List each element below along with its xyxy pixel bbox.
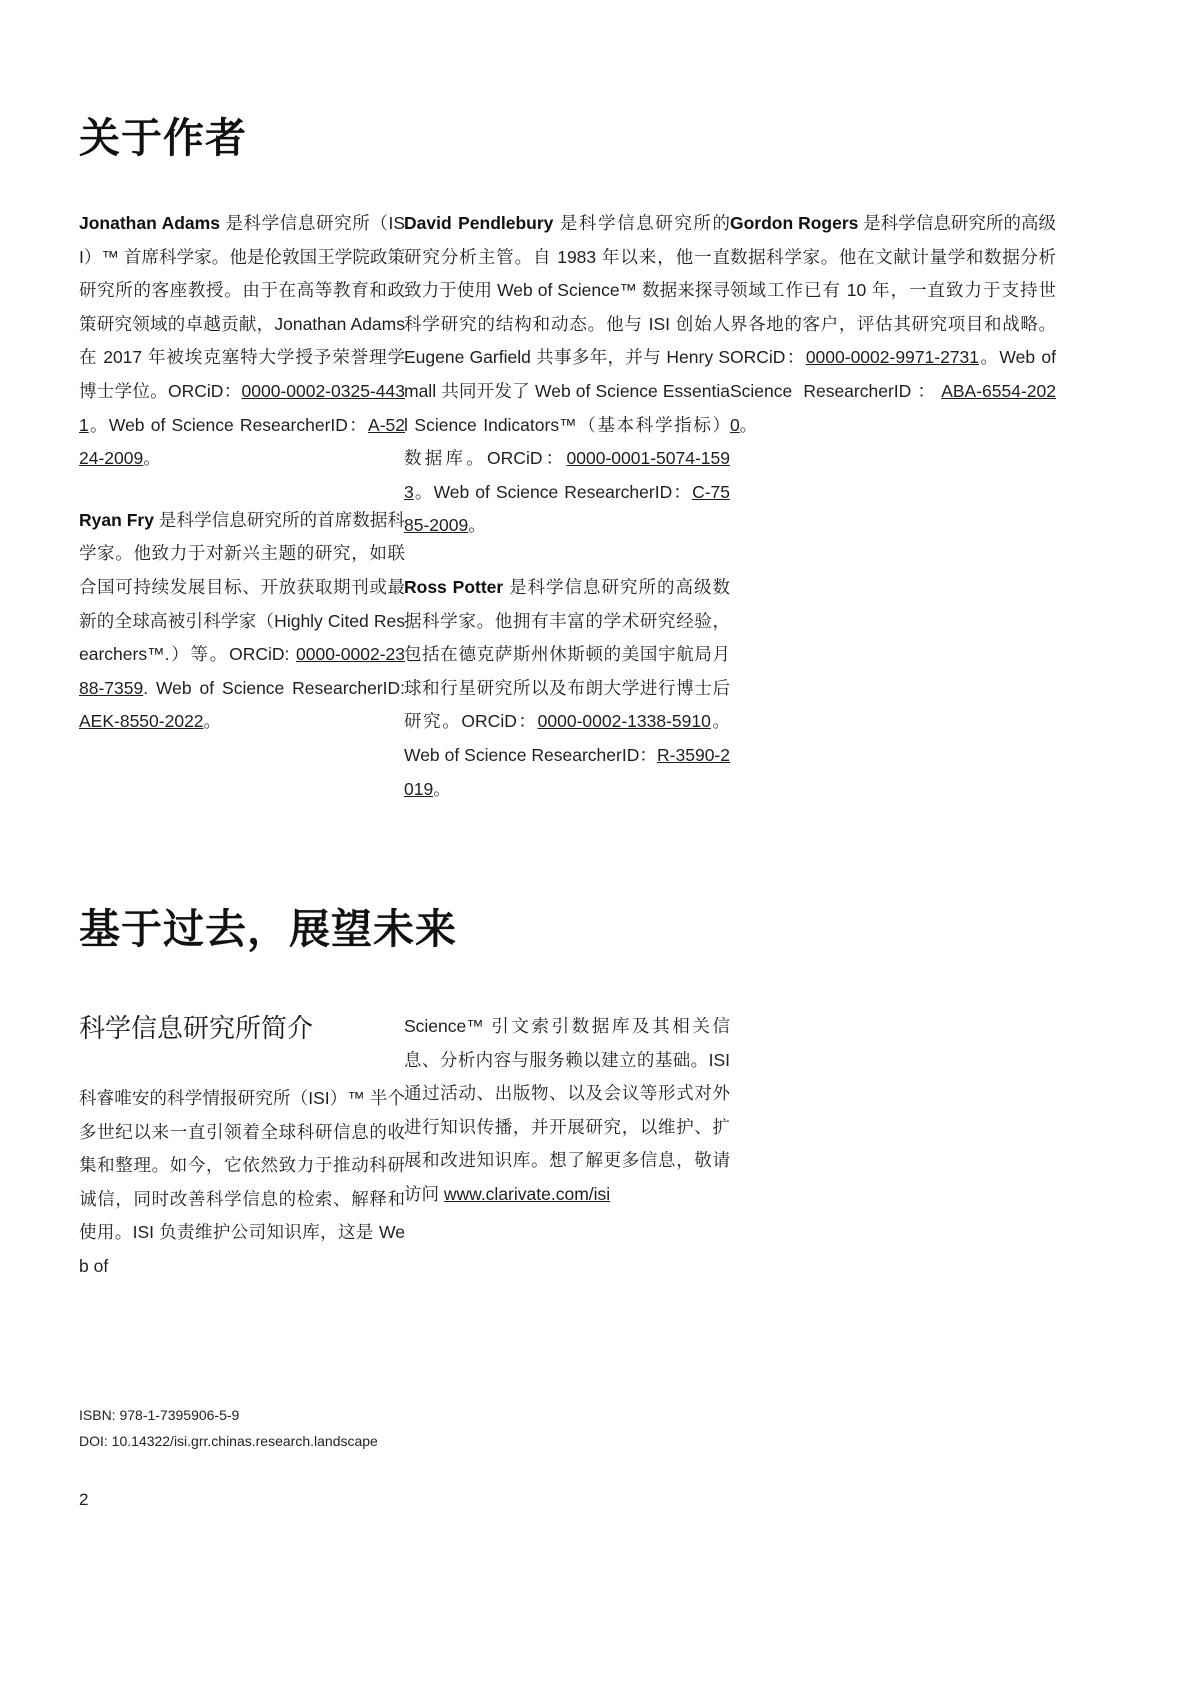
researcherid-link[interactable]: C-7585-2009	[404, 481, 730, 536]
sentence-end: 。	[739, 414, 758, 435]
author-bio-jonathan-adams	[79, 207, 405, 476]
author-bio-david-pendlebury	[404, 207, 730, 543]
isi-intro-column-2	[404, 1010, 730, 1240]
author-bio-text: 是科学信息研究所（ISI）™ 首席科学家。他是伦敦国王学院政策研究所的客座教授。由于在高等教育和政策研究领域的卓越贡献，Jonathan Adams 在 2017 年被埃克塞特大学授予荣誉理学博士学位。ORCiD：	[79, 213, 405, 401]
isi-intro-column-1	[79, 1010, 405, 1312]
author-name: Ryan Fry	[79, 509, 154, 530]
researcherid-link[interactable]: ABA-6554-2020	[730, 380, 1056, 435]
author-bio-gordon-rogers	[730, 207, 1056, 442]
isi-intro-text: Science™ 引文索引数据库及其相关信息、分析内容与服务赖以建立的基础。ISI 通过活动、出版物、以及会议等形式对外进行知识传播，并开展研究，以维护、扩展和改进知识库。想了解更多信息，敬请访问	[404, 1016, 730, 1204]
sentence-end: 。	[468, 515, 486, 536]
page-number: 2	[79, 1490, 89, 1509]
orcid-link[interactable]: 0000-0001-5074-1593	[404, 448, 730, 502]
researcherid-label: . Web of Science ResearcherID:	[143, 677, 405, 698]
sentence-end: 。	[203, 711, 222, 732]
author-bio-text: 是科学信息研究所的高级数据科学家。他在文献计量学和数据分析领域工作已有 10 年，一直致力于支持世界各地的客户，评估其研究项目和战略。ORCiD：	[730, 213, 1056, 368]
isi-intro-paragraph-part1: 科睿唯安的科学情报研究所（ISI）™ 半个多世纪以来一直引领着全球科研信息的收集和整理。如今，它依然致力于推动科研诚信，同时改善科学信息的检索、解释和使用。ISI 负责维护公司知识库，这是 Web of	[79, 1088, 405, 1276]
author-name: Gordon Rogers	[730, 213, 859, 233]
researcherid-link[interactable]: AEK-8550-2022	[79, 711, 204, 732]
orcid-link[interactable]: 0000-0002-9971-2731	[805, 347, 980, 368]
author-bio-text: 是科学信息研究所的高级数据科学家。他拥有丰富的学术研究经验，包括在德克萨斯州休斯顿的美国宇航局月球和行星研究所以及布朗大学进行博士后研究。ORCiD：	[404, 576, 730, 732]
sentence-end: 。	[433, 778, 451, 799]
authors-column-1	[79, 207, 405, 767]
researcherid-label: 。Web of Science ResearcherID：	[413, 481, 693, 502]
isi-intro-subheading: 科学信息研究所简介	[79, 1013, 314, 1043]
orcid-link[interactable]: 0000-0002-0325-4431	[79, 380, 405, 435]
isbn-text: ISBN: 978-1-7395906-5-9	[79, 1407, 240, 1423]
researcherid-link[interactable]: R-3590-2019	[404, 744, 730, 799]
orcid-link[interactable]: 0000-0002-2388-7359	[79, 644, 405, 698]
about-authors-heading: 关于作者	[79, 114, 247, 162]
authors-column-3	[730, 207, 1056, 470]
orcid-link[interactable]: 0000-0002-1338-5910	[537, 711, 711, 732]
author-name: Ross Potter	[404, 576, 504, 597]
author-name: Jonathan Adams	[79, 213, 220, 233]
author-bio-ryan-fry	[79, 504, 405, 739]
isi-intro-paragraph-part2	[404, 1010, 730, 1212]
researcherid-label: 。Web of Science ResearcherID：	[88, 414, 369, 435]
researcherid-label: 。Web of Science ResearcherID：	[730, 347, 1056, 401]
author-bio-ross-potter	[404, 571, 730, 806]
doi-text: DOI: 10.14322/isi.grr.chinas.research.landscape	[79, 1433, 378, 1449]
researcherid-label: 。Web of Science ResearcherID：	[404, 711, 731, 765]
researcherid-link[interactable]: A-5224-2009	[79, 414, 405, 469]
future-heading: 基于过去，展望未来	[79, 905, 457, 953]
publication-info	[79, 1402, 378, 1454]
authors-column-2	[404, 207, 730, 834]
author-bio-text: 是科学信息研究所的研究分析主管。自 1983 年以来，他一直致力于使用 Web of Science™ 数据来探寻科学研究的结构和动态。他与 ISI 创始人 Eugene Garfield 共事多年，并与 Henry Small 共同开发了 Web of Science Essential Science Indicators™（基本科学指标）数据库。ORCiD：	[404, 213, 730, 469]
author-bio-text: 是科学信息研究所的首席数据科学家。他致力于对新兴主题的研究，如联合国可持续发展目标、开放获取期刊或最新的全球高被引科学家（Highly Cited Researchers™.）等。ORCiD:	[79, 509, 405, 665]
clarivate-isi-link[interactable]: www.clarivate.com/isi	[443, 1183, 611, 1204]
author-name: David Pendlebury	[404, 213, 554, 233]
sentence-end: 。	[143, 448, 161, 469]
